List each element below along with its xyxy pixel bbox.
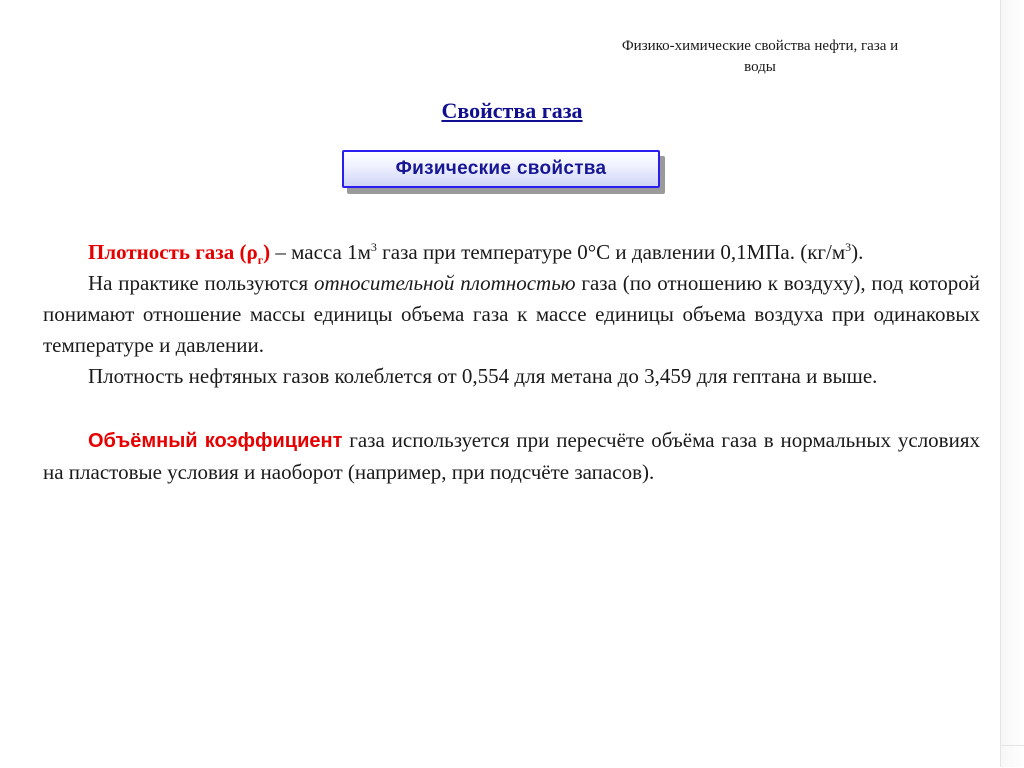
header-note-line1: Физико-химические свойства нефти, газа и <box>621 38 899 54</box>
body-content <box>43 237 980 488</box>
term-density <box>88 240 271 268</box>
term-density-close: ) <box>263 240 271 264</box>
relative-density-text-1: На практике пользуются <box>88 271 314 295</box>
density-sup-2: 3 <box>845 240 852 254</box>
paragraph-gap <box>43 392 980 425</box>
density-text-3: ). <box>851 240 864 264</box>
header-note-line2: воды <box>744 59 776 75</box>
paragraph-volume-factor <box>43 425 980 488</box>
term-density-text: Плотность газа (ρ <box>88 240 258 264</box>
density-text-2: газа при температуре 0°С и давлении 0,1МПа. (кг/м <box>376 240 846 264</box>
density-text-1: – масса 1м <box>270 240 371 264</box>
subtitle-text: Физические свойства <box>395 158 607 179</box>
density-sup-1: 3 <box>370 240 377 254</box>
slide-frame-corner <box>1000 745 1024 768</box>
slide-title: Свойства газа <box>441 98 583 123</box>
term-density-subscript: г <box>257 253 264 268</box>
slide-frame-edge <box>1000 0 1024 767</box>
relative-density-text-2: газа (по отношению к воздуху), под которой понимают отношение массы единицы объема газа к массе единицы объема воздуха при одинаковых температуре и давлении. <box>43 271 980 357</box>
term-volume-factor: Объёмный коэффициент <box>88 430 343 452</box>
paragraph-density <box>43 237 980 268</box>
paragraph-gas-range: Плотность нефтяных газов колеблется от 0,554 для метана до 3,459 для гептана и выше. <box>88 364 878 388</box>
subtitle-box <box>342 150 660 188</box>
volume-factor-text: газа используется при пересчёте объёма газа в нормальных условиях на пластовые условия и наоборот (например, при подсчёте запасов). <box>43 428 980 484</box>
header-note <box>560 36 960 78</box>
paragraph-relative-density <box>43 268 980 361</box>
relative-density-term: относительной плотностью <box>313 271 576 295</box>
